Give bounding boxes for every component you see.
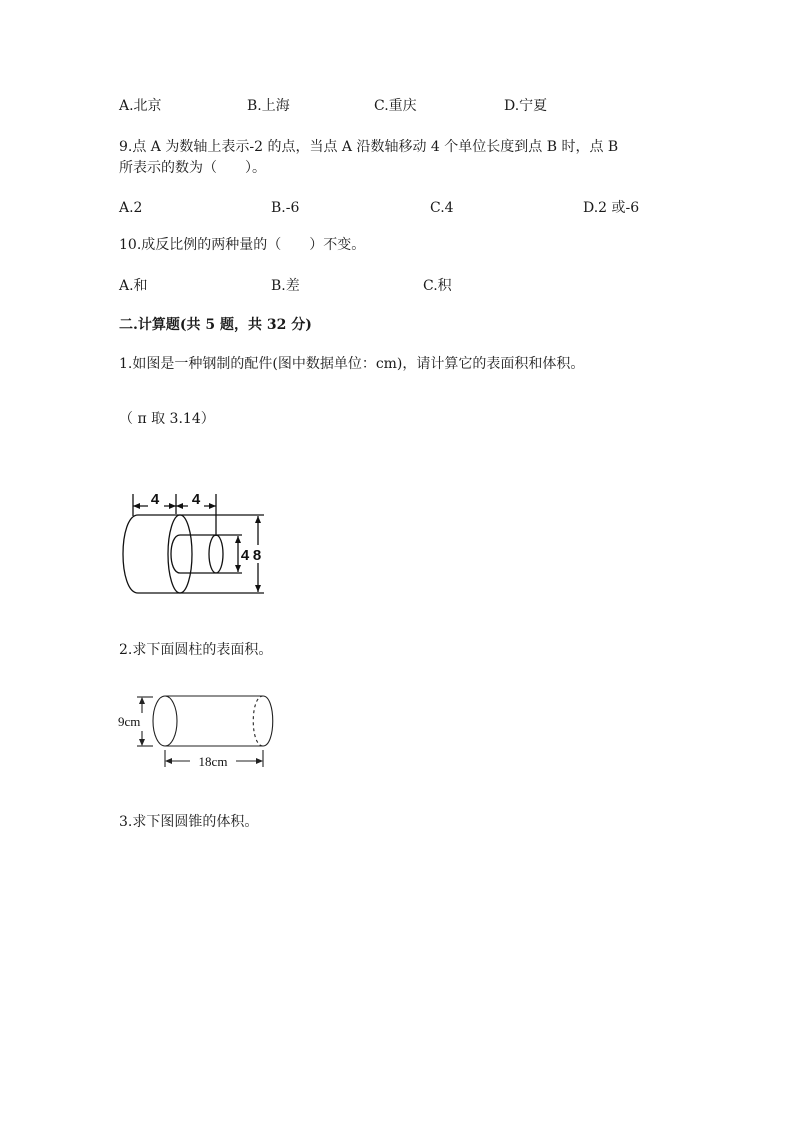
calc-q3-text: 3.求下图圆锥的体积。: [119, 814, 259, 830]
calc-q1-text: 1.如图是一种钢制的配件(图中数据单位：cm)，请计算它的表面积和体积。: [119, 356, 585, 372]
cylinder-right-hidden: [253, 696, 263, 746]
q10-option-b: B.差: [271, 278, 300, 294]
small-cylinder-back-end: [171, 535, 180, 573]
section-title: 二.计算题(共 5 题，共 32 分): [119, 317, 312, 333]
dim-left-label: 4: [150, 491, 160, 508]
cylinder-left-end: [153, 696, 177, 746]
dim-outer-label: 8: [252, 547, 262, 564]
q10-option-c: C.积: [423, 278, 452, 294]
q9-text-line2: 所表示的数为（ ）。: [119, 160, 266, 176]
length-label: 18cm: [198, 754, 228, 769]
q9-option-a: A.2: [119, 200, 143, 216]
height-label: 9cm: [118, 714, 141, 729]
cylinder-figure: [118, 692, 280, 776]
q10-text: 10.成反比例的两种量的（ ）不变。: [119, 237, 366, 253]
dim-inner-label: 4: [240, 547, 250, 564]
q9-option-d: D.2 或-6: [583, 200, 640, 216]
q8-option-a: A.北京: [119, 98, 162, 114]
calc-q2-text: 2.求下面圆柱的表面积。: [119, 642, 273, 658]
steel-part-figure: [118, 484, 268, 596]
q8-option-d: D.宁夏: [504, 98, 548, 114]
q9-text-line1: 9.点 A 为数轴上表示-2 的点，当点 A 沿数轴移动 4 个单位长度到点 B 时，点 B: [119, 139, 619, 155]
q9-option-b: B.-6: [271, 200, 300, 216]
q8-option-c: C.重庆: [374, 98, 417, 114]
q9-option-c: C.4: [430, 200, 454, 216]
q10-option-a: A.和: [119, 278, 148, 294]
big-cylinder-back-end: [123, 515, 138, 593]
q8-option-b: B.上海: [247, 98, 290, 114]
calc-q1-pi-note: （ π 取 3.14）: [119, 411, 215, 427]
dim-right-label: 4: [191, 491, 201, 508]
small-cylinder-face: [209, 535, 223, 573]
cylinder-right-front: [263, 696, 273, 746]
